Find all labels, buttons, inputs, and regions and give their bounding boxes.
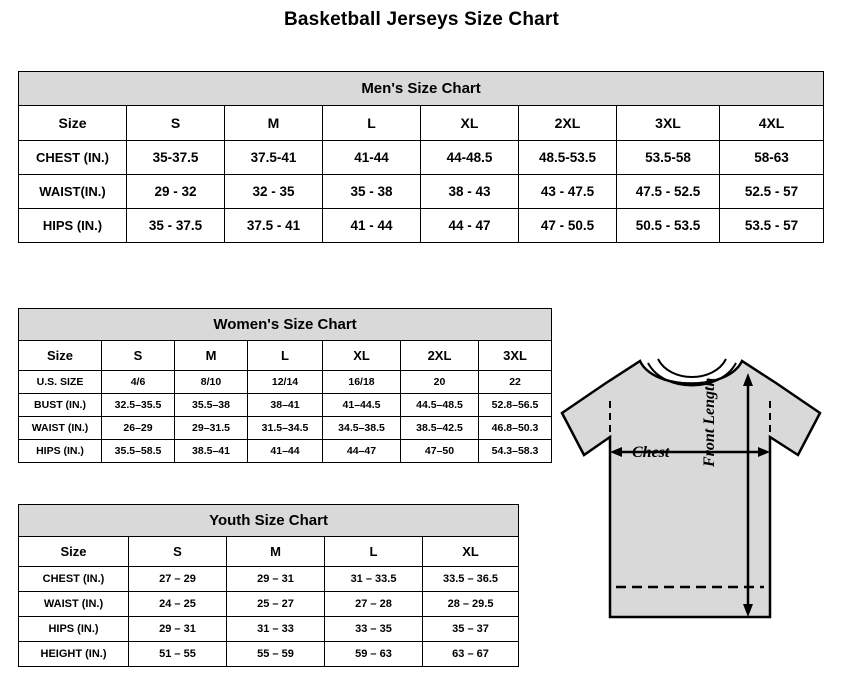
row-value: 35-37.5 — [127, 141, 225, 175]
row-label: BUST (IN.) — [19, 394, 102, 417]
row-value: 38–41 — [248, 394, 323, 417]
row-value: 16/18 — [323, 371, 401, 394]
row-value: 59 – 63 — [325, 642, 423, 667]
row-label: CHEST (IN.) — [19, 567, 129, 592]
mens-header-cell: M — [225, 106, 323, 141]
womens-header-cell: 2XL — [401, 341, 479, 371]
row-value: 27 – 29 — [129, 567, 227, 592]
row-label: WAIST (IN.) — [19, 417, 102, 440]
row-value: 46.8–50.3 — [479, 417, 552, 440]
row-value: 26–29 — [102, 417, 175, 440]
chest-label: Chest — [632, 444, 670, 461]
row-value: 63 – 67 — [423, 642, 519, 667]
collar-inner-line — [658, 359, 726, 377]
shirt-outline — [562, 361, 820, 617]
row-value: 54.3–58.3 — [479, 440, 552, 463]
row-value: 44-48.5 — [421, 141, 519, 175]
row-value: 31 – 33 — [227, 617, 325, 642]
row-value: 37.5 - 41 — [225, 209, 323, 243]
row-value: 52.5 - 57 — [720, 175, 824, 209]
row-value: 25 – 27 — [227, 592, 325, 617]
row-value: 58-63 — [720, 141, 824, 175]
mens-header-cell: S — [127, 106, 225, 141]
front-length-label: Front Length — [701, 377, 718, 467]
mens-header-cell: L — [323, 106, 421, 141]
row-value: 29 – 31 — [227, 567, 325, 592]
womens-header-cell: 3XL — [479, 341, 552, 371]
row-value: 44.5–48.5 — [401, 394, 479, 417]
row-label: U.S. SIZE — [19, 371, 102, 394]
mens-header-cell: 3XL — [617, 106, 720, 141]
row-value: 44 - 47 — [421, 209, 519, 243]
womens-header-cell: XL — [323, 341, 401, 371]
row-label: HIPS (IN.) — [19, 617, 129, 642]
row-value: 47–50 — [401, 440, 479, 463]
womens-header-row — [19, 341, 552, 371]
mens-header-cell: Size — [19, 106, 127, 141]
row-value: 22 — [479, 371, 552, 394]
row-value: 29 – 31 — [129, 617, 227, 642]
table-row — [19, 440, 552, 463]
womens-header-cell: Size — [19, 341, 102, 371]
row-value: 33.5 – 36.5 — [423, 567, 519, 592]
table-row — [19, 394, 552, 417]
table-row — [19, 209, 824, 243]
table-row — [19, 642, 519, 667]
row-value: 41-44 — [323, 141, 421, 175]
row-value: 50.5 - 53.5 — [617, 209, 720, 243]
page-title: Basketball Jerseys Size Chart — [283, 9, 560, 30]
mens-header-row — [19, 106, 824, 141]
row-value: 51 – 55 — [129, 642, 227, 667]
row-value: 8/10 — [175, 371, 248, 394]
row-value: 33 – 35 — [325, 617, 423, 642]
row-value: 52.8–56.5 — [479, 394, 552, 417]
womens-header-cell: M — [175, 341, 248, 371]
row-value: 38.5–41 — [175, 440, 248, 463]
row-value: 35.5–58.5 — [102, 440, 175, 463]
mens-header-cell: 4XL — [720, 106, 824, 141]
row-value: 37.5-41 — [225, 141, 323, 175]
row-value: 48.5-53.5 — [519, 141, 617, 175]
row-value: 41 - 44 — [323, 209, 421, 243]
shirt-illustration-icon — [548, 339, 836, 659]
youth-chart-title: Youth Size Chart — [19, 505, 519, 537]
table-row — [19, 141, 824, 175]
row-label: WAIST(IN.) — [19, 175, 127, 209]
table-row — [19, 592, 519, 617]
womens-header-cell: L — [248, 341, 323, 371]
table-row — [19, 567, 519, 592]
row-value: 27 – 28 — [325, 592, 423, 617]
row-value: 43 - 47.5 — [519, 175, 617, 209]
row-value: 55 – 59 — [227, 642, 325, 667]
row-value: 29 - 32 — [127, 175, 225, 209]
row-value: 29–31.5 — [175, 417, 248, 440]
row-value: 41–44.5 — [323, 394, 401, 417]
row-value: 4/6 — [102, 371, 175, 394]
row-value: 38 - 43 — [421, 175, 519, 209]
mens-chart-title: Men's Size Chart — [19, 72, 824, 106]
youth-header-row — [19, 537, 519, 567]
youth-size-chart-table — [18, 504, 519, 667]
row-value: 35 - 38 — [323, 175, 421, 209]
row-value: 28 – 29.5 — [423, 592, 519, 617]
mens-header-cell: 2XL — [519, 106, 617, 141]
shirt-measurement-diagram — [548, 339, 836, 659]
row-value: 41–44 — [248, 440, 323, 463]
row-value: 31 – 33.5 — [325, 567, 423, 592]
youth-header-cell: S — [129, 537, 227, 567]
row-value: 47.5 - 52.5 — [617, 175, 720, 209]
womens-chart-title: Women's Size Chart — [19, 309, 552, 341]
table-row — [19, 175, 824, 209]
table-row — [19, 371, 552, 394]
youth-chart-title-row — [19, 505, 519, 537]
row-value: 24 – 25 — [129, 592, 227, 617]
womens-size-chart-table — [18, 308, 552, 463]
row-label: HIPS (IN.) — [19, 209, 127, 243]
womens-header-cell: S — [102, 341, 175, 371]
womens-chart-title-row — [19, 309, 552, 341]
row-value: 53.5 - 57 — [720, 209, 824, 243]
row-label: CHEST (IN.) — [19, 141, 127, 175]
table-row — [19, 417, 552, 440]
youth-header-cell: M — [227, 537, 325, 567]
row-value: 44–47 — [323, 440, 401, 463]
table-row — [19, 617, 519, 642]
mens-chart-title-row — [19, 72, 824, 106]
row-label: HIPS (IN.) — [19, 440, 102, 463]
row-value: 12/14 — [248, 371, 323, 394]
row-label: HEIGHT (IN.) — [19, 642, 129, 667]
row-value: 35 – 37 — [423, 617, 519, 642]
youth-header-cell: L — [325, 537, 423, 567]
row-value: 47 - 50.5 — [519, 209, 617, 243]
row-value: 35 - 37.5 — [127, 209, 225, 243]
row-value: 20 — [401, 371, 479, 394]
row-value: 38.5–42.5 — [401, 417, 479, 440]
row-label: WAIST (IN.) — [19, 592, 129, 617]
row-value: 34.5–38.5 — [323, 417, 401, 440]
row-value: 35.5–38 — [175, 394, 248, 417]
mens-header-cell: XL — [421, 106, 519, 141]
row-value: 31.5–34.5 — [248, 417, 323, 440]
row-value: 32.5–35.5 — [102, 394, 175, 417]
youth-header-cell: XL — [423, 537, 519, 567]
row-value: 53.5-58 — [617, 141, 720, 175]
youth-header-cell: Size — [19, 537, 129, 567]
mens-size-chart-table — [18, 71, 824, 243]
row-value: 32 - 35 — [225, 175, 323, 209]
